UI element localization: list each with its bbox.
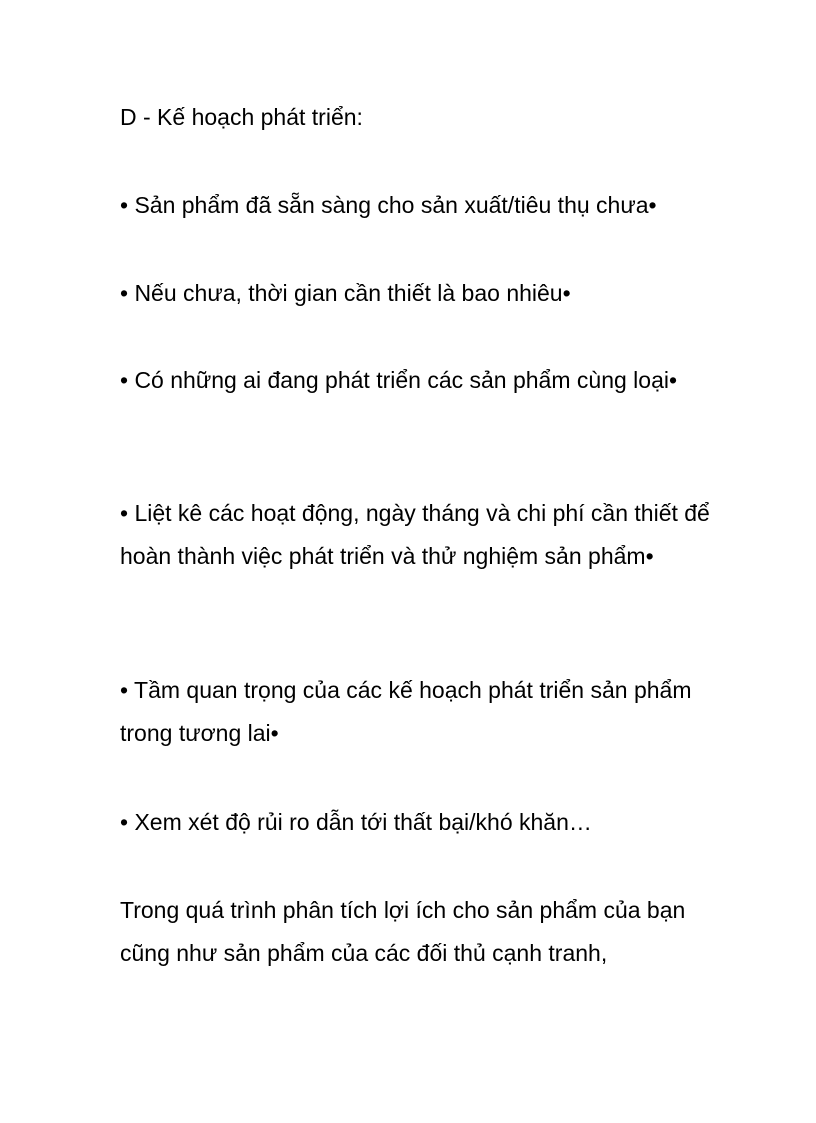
bullet-item-risk-review: • Xem xét độ rủi ro dẫn tới thất bại/khó khăn… bbox=[120, 809, 592, 835]
section-heading: D - Kế hoạch phát triển: bbox=[120, 104, 363, 130]
bullet-item-future-plans: • Tầm quan trọng của các kế hoạch phát triển sản phẩm trong tương lai• bbox=[120, 677, 692, 746]
bullet-item-production-readiness: • Sản phẩm đã sẵn sàng cho sản xuất/tiêu thụ chưa• bbox=[120, 192, 657, 218]
bullet-item-activities-dates-costs: • Liệt kê các hoạt động, ngày tháng và chi phí cần thiết để hoàn thành việc phát triển và thử nghiệm sản phẩm• bbox=[120, 500, 710, 569]
bullet-item-competitor-developers: • Có những ai đang phát triển các sản phẩm cùng loại• bbox=[120, 367, 678, 393]
closing-paragraph: Trong quá trình phân tích lợi ích cho sản phẩm của bạn cũng như sản phẩm của các đối thủ cạnh tranh, bbox=[120, 897, 686, 966]
bullet-item-required-time: • Nếu chưa, thời gian cần thiết là bao nhiêu• bbox=[120, 280, 571, 306]
